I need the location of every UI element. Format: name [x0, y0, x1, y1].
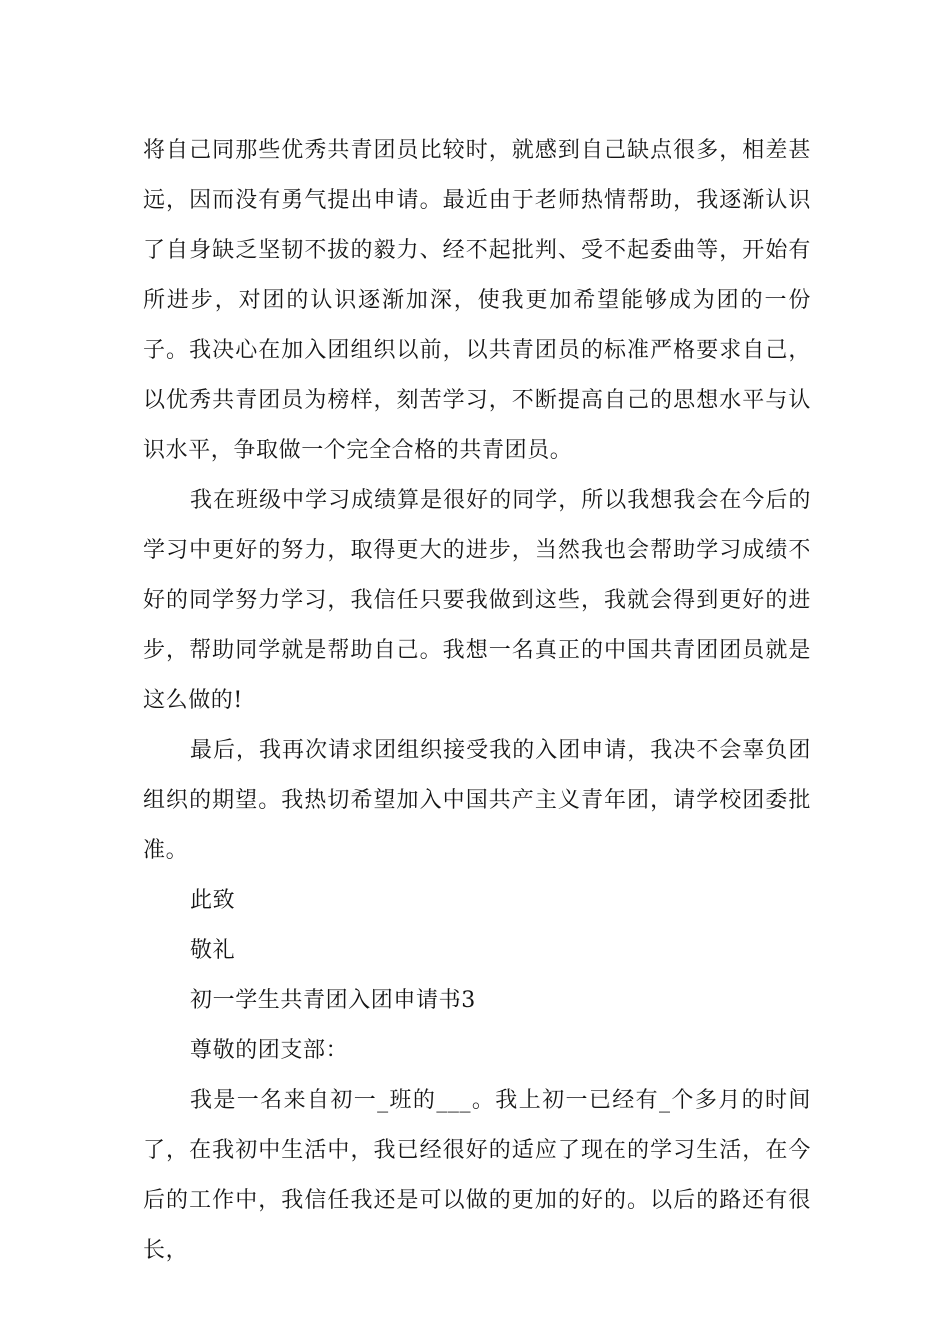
closing-regards: 敬礼	[190, 938, 236, 963]
section-title: 初一学生共青团入团申请书3	[190, 988, 476, 1013]
closing-salute: 此致	[190, 888, 236, 913]
paragraph-request: 最后，我再次请求团组织接受我的入团申请，我决不会辜负团组织的期望。我热切希望加入中国共产主义青年团，请学校团委批准。	[143, 738, 811, 863]
paragraph-continuation: 将自己同那些优秀共青团员比较时，就感到自己缺点很多，相差甚远，因而没有勇气提出申请。最近由于老师热情帮助，我逐渐认识了自身缺乏坚韧不拔的毅力、经不起批判、受不起委曲等，开始有所进步，对团的认识逐渐加深，使我更加希望能够成为团的一份子。我决心在加入团组织以前，以共青团员的标准严格要求自己，以优秀共青团员为榜样，刻苦学习，不断提高自己的思想水平与认识水平，争取做一个完全合格的共青团员。	[143, 138, 811, 463]
salutation: 尊敬的团支部：	[190, 1038, 349, 1063]
paragraph-intro: 我是一名来自初一_班的___。我上初一已经有_个多月的时间了，在我初中生活中，我已经很好的适应了现在的学习生活，在今后的工作中，我信任我还是可以做的更加的好的。以后的路还有很长，	[143, 1088, 811, 1263]
paragraph-study: 我在班级中学习成绩算是很好的同学，所以我想我会在今后的学习中更好的努力，取得更大的进步，当然我也会帮助学习成绩不好的同学努力学习，我信任只要我做到这些，我就会得到更好的进步，帮助同学就是帮助自己。我想一名真正的中国共青团团员就是这么做的!	[143, 488, 811, 713]
document-body	[143, 126, 811, 1276]
